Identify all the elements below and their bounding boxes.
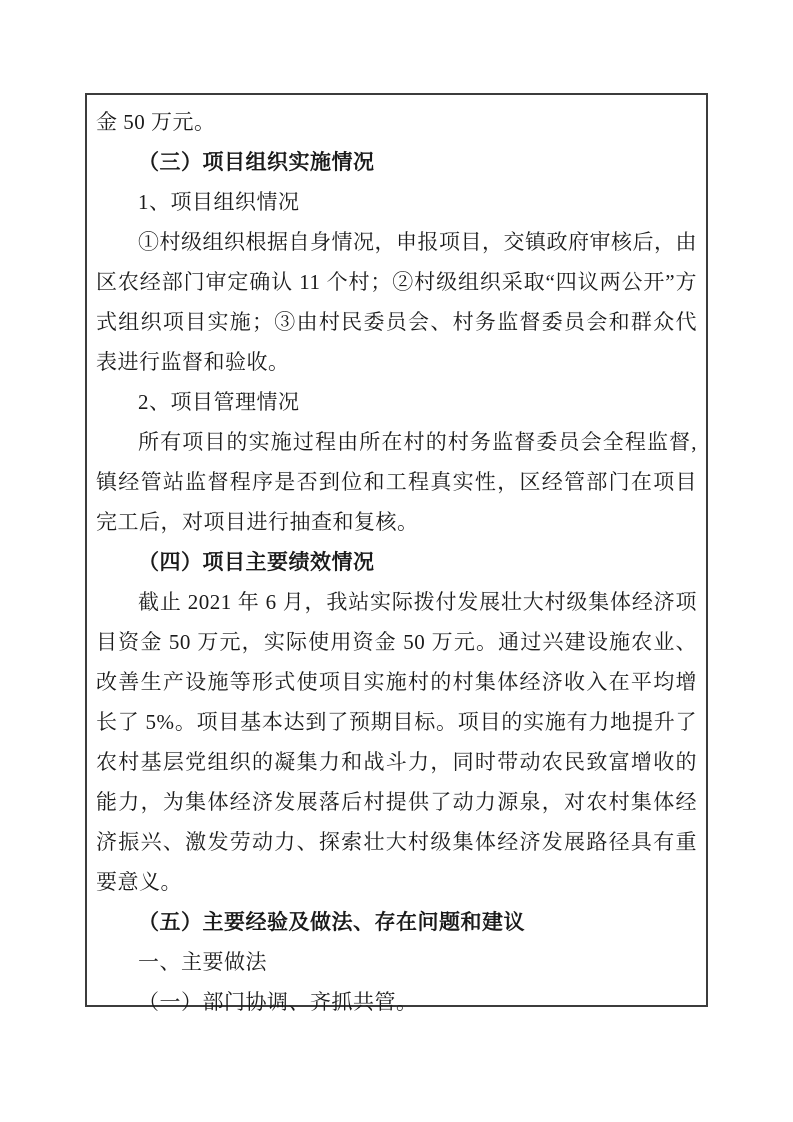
- heading-section-three: （三）项目组织实施情况: [138, 150, 375, 174]
- paragraph-management-details: 所有项目的实施过程由所在村的村务监督委员会全程监督,镇经管站监督程序是否到位和工程真实性，区经管部门在项目完工后，对项目进行抽查和复核。: [96, 430, 697, 534]
- table-cell-text-frame: [85, 93, 708, 1014]
- subheading-department-coordination: （一）部门协调、齐抓共管。: [138, 990, 418, 1014]
- list-item-1-project-organization: 1、项目组织情况: [138, 190, 300, 214]
- heading-section-four: （四）项目主要绩效情况: [138, 550, 375, 574]
- heading-section-five: （五）主要经验及做法、存在问题和建议: [138, 910, 525, 934]
- paragraph-carryover: 金 50 万元。: [96, 110, 216, 134]
- paragraph-performance-details: 截止 2021 年 6 月，我站实际拨付发展壮大村级集体经济项目资金 50 万元，实际使用资金 50 万元。通过兴建设施农业、改善生产设施等形式使项目实施村的村集体经济收入在平均增长了 5%。项目基本达到了预期目标。项目的实施有力地提升了农村基层党组织的凝集力和战斗力，同时带动农民致富增收的能力，为集体经济发展落后村提供了动力源泉，对农村集体经济振兴、激发劳动力、探索壮大村级集体经济发展路径具有重要意义。: [96, 590, 697, 894]
- paragraph-organization-details: ①村级组织根据自身情况，申报项目，交镇政府审核后，由区农经部门审定确认 11 个村；②村级组织采取“四议两公开”方式组织项目实施；③由村民委员会、村务监督委员会和群众代表进行监督和验收。: [96, 230, 697, 374]
- subheading-main-practices: 一、主要做法: [138, 950, 267, 974]
- list-item-2-project-management: 2、项目管理情况: [138, 390, 300, 414]
